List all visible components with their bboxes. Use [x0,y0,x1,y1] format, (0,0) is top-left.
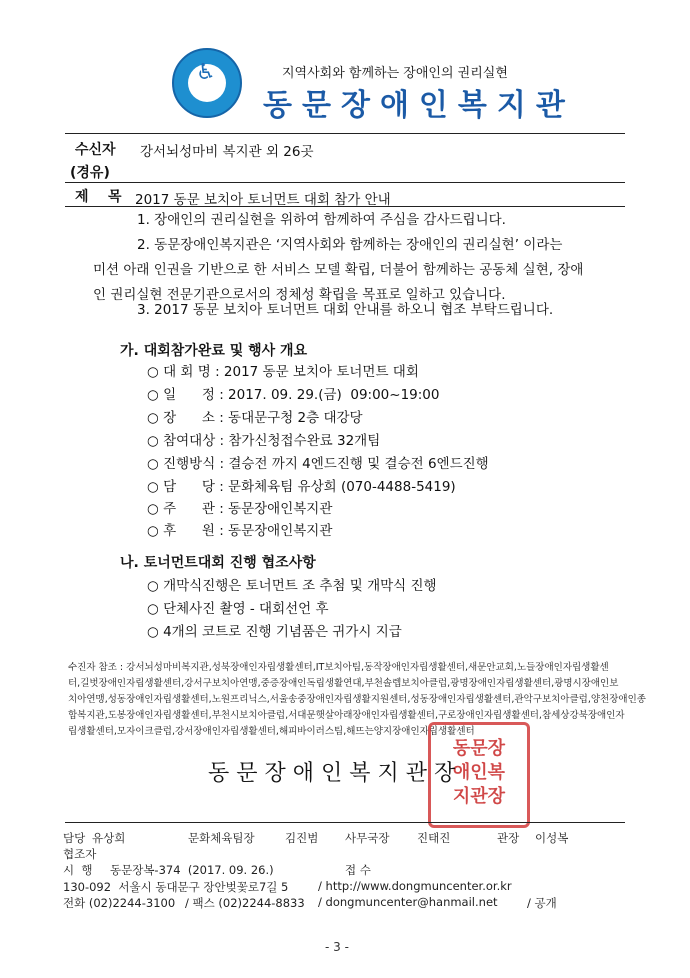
slogan: 지역사회와 함께하는 장애인의 권리실현 [282,66,508,81]
paragraph-1: 1. 장애인의 권리실현을 위하여 함께하여 주심을 감사드립니다. [137,212,506,228]
approval-role: 사무국장 [345,831,390,845]
subject-value: 2017 동문 보치아 토너먼트 대회 참가 안내 [135,192,391,208]
email-link[interactable]: / dongmuncenter@hanmail.net [318,895,498,909]
section-a-item: ○ 후 원 : 동문장애인복지관 [147,523,333,539]
paragraph-2-line-1: 2. 동문장애인복지관은 ‘지역사회와 함께하는 장애인의 권리실현’ 이라는 [137,237,563,253]
section-a-item: ○ 진행방식 : 결승전 까지 4엔드진행 및 결승전 6엔드진행 [147,456,489,472]
section-b-item: ○ 단체사진 촬영 - 대회선언 후 [147,601,329,617]
reference-line: 립생활센터,모자이크클럽,강서장애인자립생활센터,해피바이러스팀,해뜨는양지장애인자립생활센터 [68,726,475,737]
approval-role: 담당 [63,831,86,845]
website-link[interactable]: / http://www.dongmuncenter.or.kr [318,879,512,893]
doc-number: 동문장복-374 (2017. 09. 26.) [110,863,274,877]
sender-signature: 동문장애인복지관장 [208,761,463,786]
section-a-item: ○ 대 회 명 : 2017 동문 보치아 토너먼트 대회 [147,364,419,380]
approval-role: 관장 [497,831,520,845]
approval-role: 문화체육팀장 [188,831,255,845]
doc-label: 시 행 [63,863,93,877]
reference-line: 치아연맹,성동장애인자립생활센터,노원프리닉스,서울송중장애인자립생활지원센터,성동장애인자립생활센터,관악구보치아클럽,양천장애인종 [68,694,646,705]
receive-label: 접 수 [345,863,371,877]
reference-line: 터,길벗장애인자립생활센터,강서구보치아연맹,중증장애인독립생활연대,부천솔렙보치아클럽,광명장애인자립생활센터,광명시장애인보 [68,678,619,689]
divider [65,206,625,207]
section-b-title: 나. 토너먼트대회 진행 협조사항 [120,555,316,571]
approval-name: 유상희 [92,831,126,845]
divider [65,182,625,183]
section-a-item: ○ 담 당 : 문화체육팀 유상희 (070-4488-5419) [147,479,456,495]
section-a-title: 가. 대회참가완료 및 행사 개요 [120,343,308,359]
fax: / 팩스 (02)2244-8833 [185,896,305,910]
divider [65,133,625,134]
approval-name: 진태진 [417,831,451,845]
section-b-item: ○ 4개의 코트로 진행 기념품은 귀가시 지급 [147,624,402,640]
page-number: - 3 - [325,940,349,954]
section-a-item: ○ 장 소 : 동대문구청 2층 대강당 [147,410,363,426]
section-a-item: ○ 참여대상 : 참가신청접수완료 32개팀 [147,433,381,449]
section-b-item: ○ 개막식진행은 토너먼트 조 추첨 및 개막식 진행 [147,578,437,594]
official-seal: 동문장 애인복 지관장 [428,722,530,828]
approval-name: 이성복 [535,831,569,845]
person-icon: ♿ [196,60,216,85]
reference-line: 합복지관,도봉장애인자립생활센터,부천시보치아클럽,서대문햇살아래장애인자립생활센터,구로장애인자립생활센터,참세상강북장애인자 [68,710,625,721]
address: 130-092 서울시 동대문구 장안벚꽃로7길 5 [63,880,289,894]
approval-name: 김진범 [285,831,319,845]
reference-line: 수진자 참조 : 강서뇌성마비복지관,성북장애인자립생활센터,IT보치아팀,동작장애인자립생활센터,새문안교회,노들장애인자립생활센 [68,662,609,673]
section-a-item: ○ 주 관 : 동문장애인복지관 [147,501,333,517]
paragraph-3: 3. 2017 동문 보치아 토너먼트 대회 안내를 하오니 협조 부탁드립니다. [137,302,554,318]
org-title: 동문장애인복지관 [263,88,575,123]
paragraph-2-line-3: 인 권리실현 전문기관으로서의 정체성 확립을 목표로 일하고 있습니다. [93,287,506,303]
organization-logo [172,48,242,118]
subject-label: 제 목 [75,189,122,205]
section-a-item: ○ 일 정 : 2017. 09. 29.(금) 09:00~19:00 [147,387,440,403]
paragraph-2-line-2: 미션 아래 인권을 기반으로 한 서비스 모델 확립, 더불어 함께하는 공동체 실현, 장애 [93,262,584,278]
divider [65,822,625,823]
recipient-value: 강서뇌성마비 복지관 외 26곳 [140,144,314,160]
phone: 전화 (02)2244-3100 [63,896,176,910]
cooperator-label: 협조자 [63,847,97,861]
via-label: (경유) [70,165,110,181]
public-status: / 공개 [527,896,557,910]
recipient-label: 수신자 [75,142,116,158]
